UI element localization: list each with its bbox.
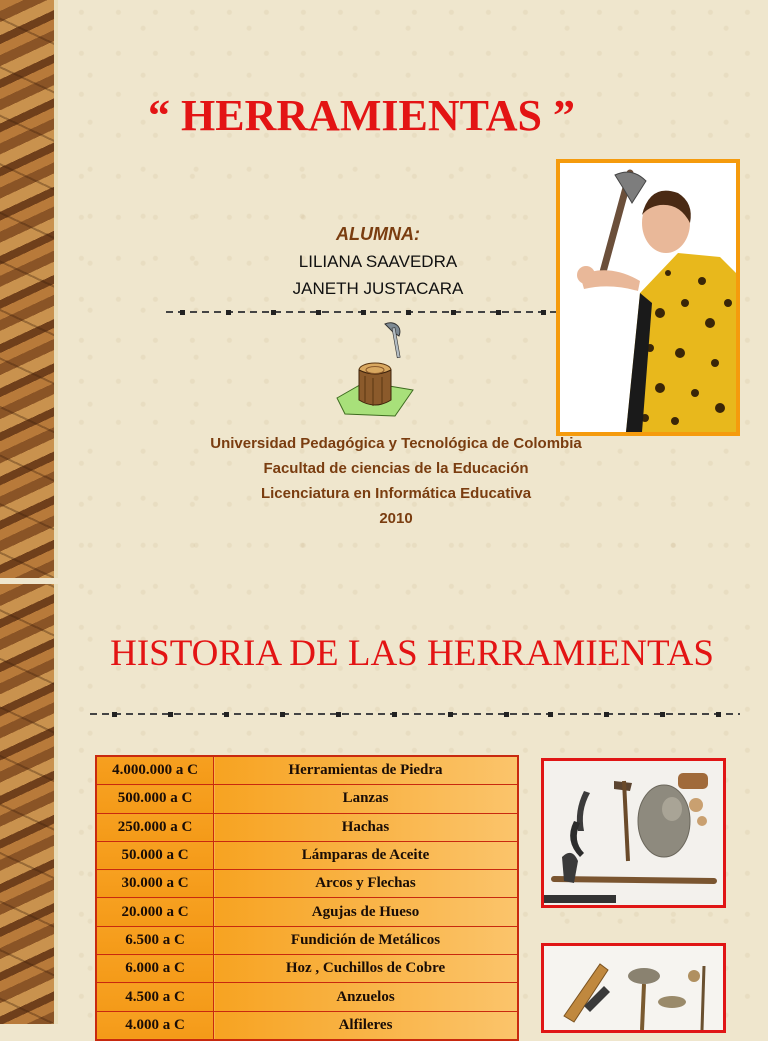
date-cell: 20.000 a C: [96, 898, 214, 926]
date-cell: 4.000.000 a C: [96, 756, 214, 785]
date-cell: 4.500 a C: [96, 983, 214, 1011]
tool-cell: Lanzas: [214, 785, 519, 813]
table-row: [96, 955, 518, 983]
tool-cell: Anzuelos: [214, 983, 519, 1011]
table-row: [96, 756, 518, 785]
date-cell: 50.000 a C: [96, 841, 214, 869]
program-name: Licenciatura en Informática Educativa: [260, 485, 532, 502]
tool-cell: Fundición de Metálicos: [214, 926, 519, 954]
divider-dot: [406, 310, 411, 315]
divider-dot: [448, 712, 453, 717]
axe-log-clipart: [335, 318, 415, 428]
table-row: [96, 813, 518, 841]
divider-dot: [336, 712, 341, 717]
divider-dot: [660, 712, 665, 717]
divider-dot: [361, 310, 366, 315]
date-cell: 500.000 a C: [96, 785, 214, 813]
divider-line: [90, 713, 740, 715]
date-cell: 6.500 a C: [96, 926, 214, 954]
year: 2010: [379, 510, 413, 527]
table-row: [96, 983, 518, 1011]
alumna-label: ALUMNA:: [336, 224, 420, 244]
tools-timeline-table: [95, 755, 519, 1041]
divider-dot: [224, 712, 229, 717]
tool-cell: Herramientas de Piedra: [214, 756, 519, 785]
slide-title: “ HERRAMIENTAS ”: [148, 91, 576, 140]
university-name: Universidad Pedagógica y Tecnológica de Colombia: [210, 435, 582, 452]
table-row: [96, 870, 518, 898]
caveman-photo: [556, 159, 740, 436]
divider-dot: [226, 310, 231, 315]
bronze-tools-photo: [541, 943, 726, 1033]
autumn-leaf-border-top: [0, 0, 58, 578]
divider-dot: [604, 712, 609, 717]
student-name-1: LILIANA SAAVEDRA: [298, 252, 458, 271]
divider-dot: [180, 310, 185, 315]
divider-dot: [716, 712, 721, 717]
divider-dot: [168, 712, 173, 717]
date-cell: 250.000 a C: [96, 813, 214, 841]
divider-dot: [280, 712, 285, 717]
table-row: [96, 926, 518, 954]
table-row: [96, 785, 518, 813]
tool-cell: Hoz , Cuchillos de Cobre: [214, 955, 519, 983]
faculty-name: Facultad de ciencias de la Educación: [263, 460, 529, 477]
divider-dot: [504, 712, 509, 717]
divider-dot: [451, 310, 456, 315]
date-cell: 30.000 a C: [96, 870, 214, 898]
tool-cell: Lámparas de Aceite: [214, 841, 519, 869]
divider-dot: [271, 310, 276, 315]
table-row: [96, 841, 518, 869]
tool-cell: Arcos y Flechas: [214, 870, 519, 898]
date-cell: 6.000 a C: [96, 955, 214, 983]
divider-dot: [541, 310, 546, 315]
stone-tools-photo: [541, 758, 726, 908]
date-cell: 4.000 a C: [96, 1011, 214, 1040]
table-row: [96, 1011, 518, 1040]
tool-cell: Hachas: [214, 813, 519, 841]
student-name-2: JANETH JUSTACARA: [292, 279, 464, 298]
divider-dot: [316, 310, 321, 315]
tool-cell: Alfileres: [214, 1011, 519, 1040]
history-title: HISTORIA DE LAS HERRAMIENTAS: [110, 633, 714, 674]
divider-dot: [548, 712, 553, 717]
divider-dot: [496, 310, 501, 315]
divider-dot: [112, 712, 117, 717]
tool-cell: Agujas de Hueso: [214, 898, 519, 926]
table-row: [96, 898, 518, 926]
divider-dot: [392, 712, 397, 717]
